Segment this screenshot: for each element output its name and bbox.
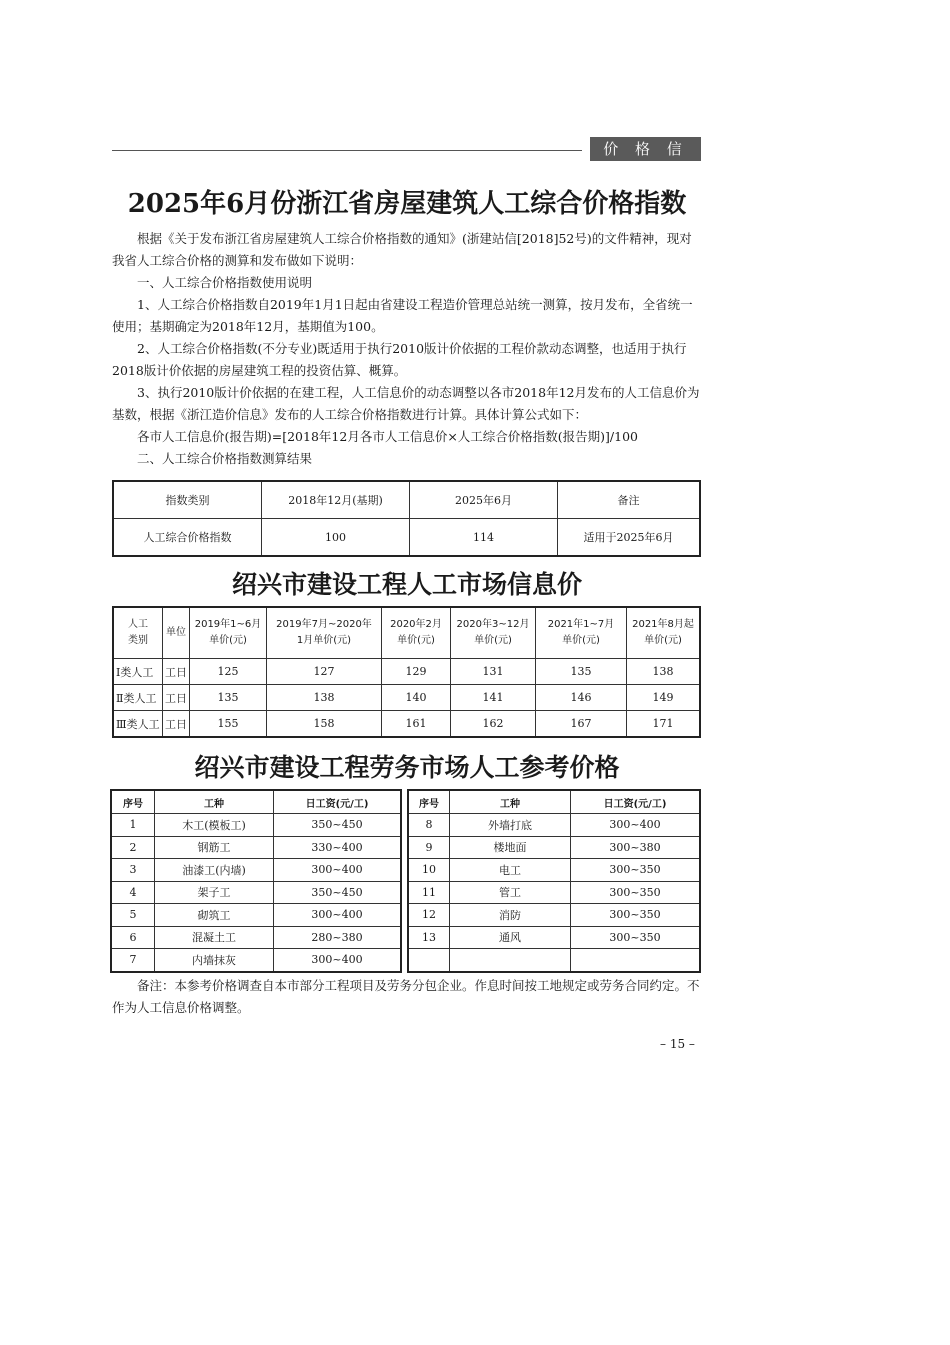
header-line: 2020年2月 [390, 619, 442, 630]
header-cell: 2018年12月(基期) [262, 481, 410, 519]
title-reference: 绍兴市建设工程劳务市场人工参考价格 [194, 753, 620, 782]
header-cell [163, 607, 190, 659]
header-line: 2019年7月~2020年 [276, 619, 372, 630]
cell: 146 [536, 685, 627, 711]
cell: 工日 [163, 711, 190, 738]
header-cell: 备注 [558, 481, 701, 519]
table-row [408, 949, 700, 972]
header-line: 2020年3~12月 [456, 619, 530, 630]
cell: 300~400 [571, 814, 701, 837]
cell: 外墙打底 [450, 814, 571, 837]
cell: 300~350 [571, 926, 701, 949]
table-row [113, 711, 700, 738]
cell: 5 [111, 904, 155, 927]
header-line: 类别 [128, 635, 148, 646]
header-line: 单价(元) [474, 635, 512, 646]
cell: 155 [190, 711, 267, 738]
cell: 300~350 [571, 904, 701, 927]
cell: 149 [627, 685, 701, 711]
cell: Ⅲ类人工 [113, 711, 163, 738]
cell: 171 [627, 711, 701, 738]
cell: 300~350 [571, 859, 701, 882]
cell: 油漆工(内墙) [155, 859, 274, 882]
cell: 砌筑工 [155, 904, 274, 927]
header-cell [190, 607, 267, 659]
table-row [408, 926, 700, 949]
header-cell: 日工资(元/工) [274, 790, 402, 814]
cell: 11 [408, 881, 450, 904]
table-row [408, 836, 700, 859]
header-line: 人工 [128, 619, 148, 630]
table-row [111, 904, 401, 927]
paragraph: 1、人工综合价格指数自2019年1月1日起由省建设工程造价管理总站统一测算，按月发布，全省统一使用；基期确定为2018年12月，基期值为100。 [112, 297, 693, 334]
page-number: – 15 – [660, 1037, 695, 1051]
cell: 167 [536, 711, 627, 738]
header-cell [536, 607, 627, 659]
cell: Ⅱ类人工 [113, 685, 163, 711]
cell: 电工 [450, 859, 571, 882]
header-cell: 日工资(元/工) [571, 790, 701, 814]
cell: 8 [408, 814, 450, 837]
cell: 300~400 [274, 949, 402, 972]
header-cell: 指数类别 [113, 481, 262, 519]
cell: 300~400 [274, 859, 402, 882]
header-cell: 序号 [111, 790, 155, 814]
paragraph: 各市人工信息价(报告期)=[2018年12月各市人工信息价×人工综合价格指数(报告期)]/100 [137, 429, 638, 444]
market-price-table [112, 606, 701, 738]
cell: 125 [190, 659, 267, 685]
cell: 7 [111, 949, 155, 972]
cell: 消防 [450, 904, 571, 927]
header-line: 2019年1~6月 [194, 619, 262, 630]
section-tag: 价 格 信 息 [590, 137, 701, 161]
header-rule [112, 150, 582, 151]
index-table [112, 480, 701, 557]
cell: 161 [382, 711, 451, 738]
cell: 135 [536, 659, 627, 685]
cell: 127 [267, 659, 382, 685]
cell: 6 [111, 926, 155, 949]
header-line: 单位 [166, 627, 186, 638]
cell: 木工(模板工) [155, 814, 274, 837]
table-row [408, 859, 700, 882]
header-cell: 序号 [408, 790, 450, 814]
header-cell [267, 607, 382, 659]
header-line: 单价(元) [562, 635, 600, 646]
header-line: 1月单价(元) [296, 635, 352, 646]
table-header-row [111, 790, 401, 814]
cell: 12 [408, 904, 450, 927]
intro-text [112, 228, 702, 470]
cell: 适用于2025年6月 [558, 519, 701, 557]
header-cell: 工种 [450, 790, 571, 814]
header-cell: 2025年6月 [410, 481, 558, 519]
title-index: 2025年6月份浙江省房屋建筑人工综合价格指数 [127, 189, 687, 219]
cell: 通风 [450, 926, 571, 949]
table-row [113, 685, 700, 711]
cell: 工日 [163, 659, 190, 685]
header-cell: 工种 [155, 790, 274, 814]
cell: 2 [111, 836, 155, 859]
paragraph: 2、人工综合价格指数(不分专业)既适用于执行2010版计价依据的工程价款动态调整，也适用于执行2018版计价依据的房屋建筑工程的投资估算、概算。 [112, 341, 687, 378]
cell: 人工综合价格指数 [113, 519, 262, 557]
paragraph: 二、人工综合价格指数测算结果 [137, 451, 313, 466]
cell: 330~400 [274, 836, 402, 859]
note-text: 备注：本参考价格调查自本市部分工程项目及劳务分包企业。作息时间按工地规定或劳务合同约定。不作为人工信息价格调整。 [112, 978, 700, 1015]
table-row [113, 659, 700, 685]
header-line: 2021年1~7月 [547, 619, 615, 630]
paragraph: 一、人工综合价格指数使用说明 [137, 275, 313, 290]
table-row [111, 881, 401, 904]
table-row [111, 836, 401, 859]
cell [408, 949, 450, 972]
cell: Ⅰ类人工 [113, 659, 163, 685]
table-row [111, 926, 401, 949]
cell: 100 [262, 519, 410, 557]
cell: 300~380 [571, 836, 701, 859]
header-line: 单价(元) [209, 635, 247, 646]
table-header-row [408, 790, 700, 814]
cell: 350~450 [274, 881, 402, 904]
cell: 内墙抹灰 [155, 949, 274, 972]
table-row [111, 859, 401, 882]
cell: 管工 [450, 881, 571, 904]
table-row [408, 904, 700, 927]
cell: 4 [111, 881, 155, 904]
table-row [408, 881, 700, 904]
cell: 9 [408, 836, 450, 859]
table-header-row [113, 481, 700, 519]
header-cell [113, 607, 163, 659]
cell: 135 [190, 685, 267, 711]
header-cell [627, 607, 701, 659]
header-line: 单价(元) [397, 635, 435, 646]
cell: 158 [267, 711, 382, 738]
table-row [113, 519, 700, 557]
cell: 架子工 [155, 881, 274, 904]
paragraph: 3、执行2010版计价依据的在建工程，人工信息价的动态调整以各市2018年12月发布的人工信息价为基数，根据《浙江造价信息》发布的人工综合价格指数进行计算。具体计算公式如下： [112, 385, 700, 422]
cell: 138 [627, 659, 701, 685]
reference-table-left [110, 789, 402, 973]
cell: 138 [267, 685, 382, 711]
table-row [111, 949, 401, 972]
reference-table-right [407, 789, 701, 973]
cell: 114 [410, 519, 558, 557]
header-line: 单价(元) [644, 635, 682, 646]
cell: 混凝土工 [155, 926, 274, 949]
header-line: 2021年8月起 [632, 619, 694, 630]
cell: 280~380 [274, 926, 402, 949]
cell: 350~450 [274, 814, 402, 837]
cell: 300~400 [274, 904, 402, 927]
cell: 楼地面 [450, 836, 571, 859]
table-row [111, 814, 401, 837]
cell: 162 [451, 711, 536, 738]
cell: 钢筋工 [155, 836, 274, 859]
cell: 10 [408, 859, 450, 882]
table-row [408, 814, 700, 837]
footnote [112, 975, 702, 1019]
cell: 131 [451, 659, 536, 685]
paragraph: 根据《关于发布浙江省房屋建筑人工综合价格指数的通知》(浙建站信[2018]52号)的文件精神，现对我省人工综合价格的测算和发布做如下说明： [112, 231, 692, 268]
cell: 140 [382, 685, 451, 711]
cell: 141 [451, 685, 536, 711]
table-header-row [113, 607, 700, 659]
cell [450, 949, 571, 972]
header-cell [451, 607, 536, 659]
cell: 工日 [163, 685, 190, 711]
cell [571, 949, 701, 972]
cell: 300~350 [571, 881, 701, 904]
cell: 3 [111, 859, 155, 882]
cell: 129 [382, 659, 451, 685]
cell: 1 [111, 814, 155, 837]
header-cell [382, 607, 451, 659]
cell: 13 [408, 926, 450, 949]
title-market: 绍兴市建设工程人工市场信息价 [231, 570, 582, 599]
